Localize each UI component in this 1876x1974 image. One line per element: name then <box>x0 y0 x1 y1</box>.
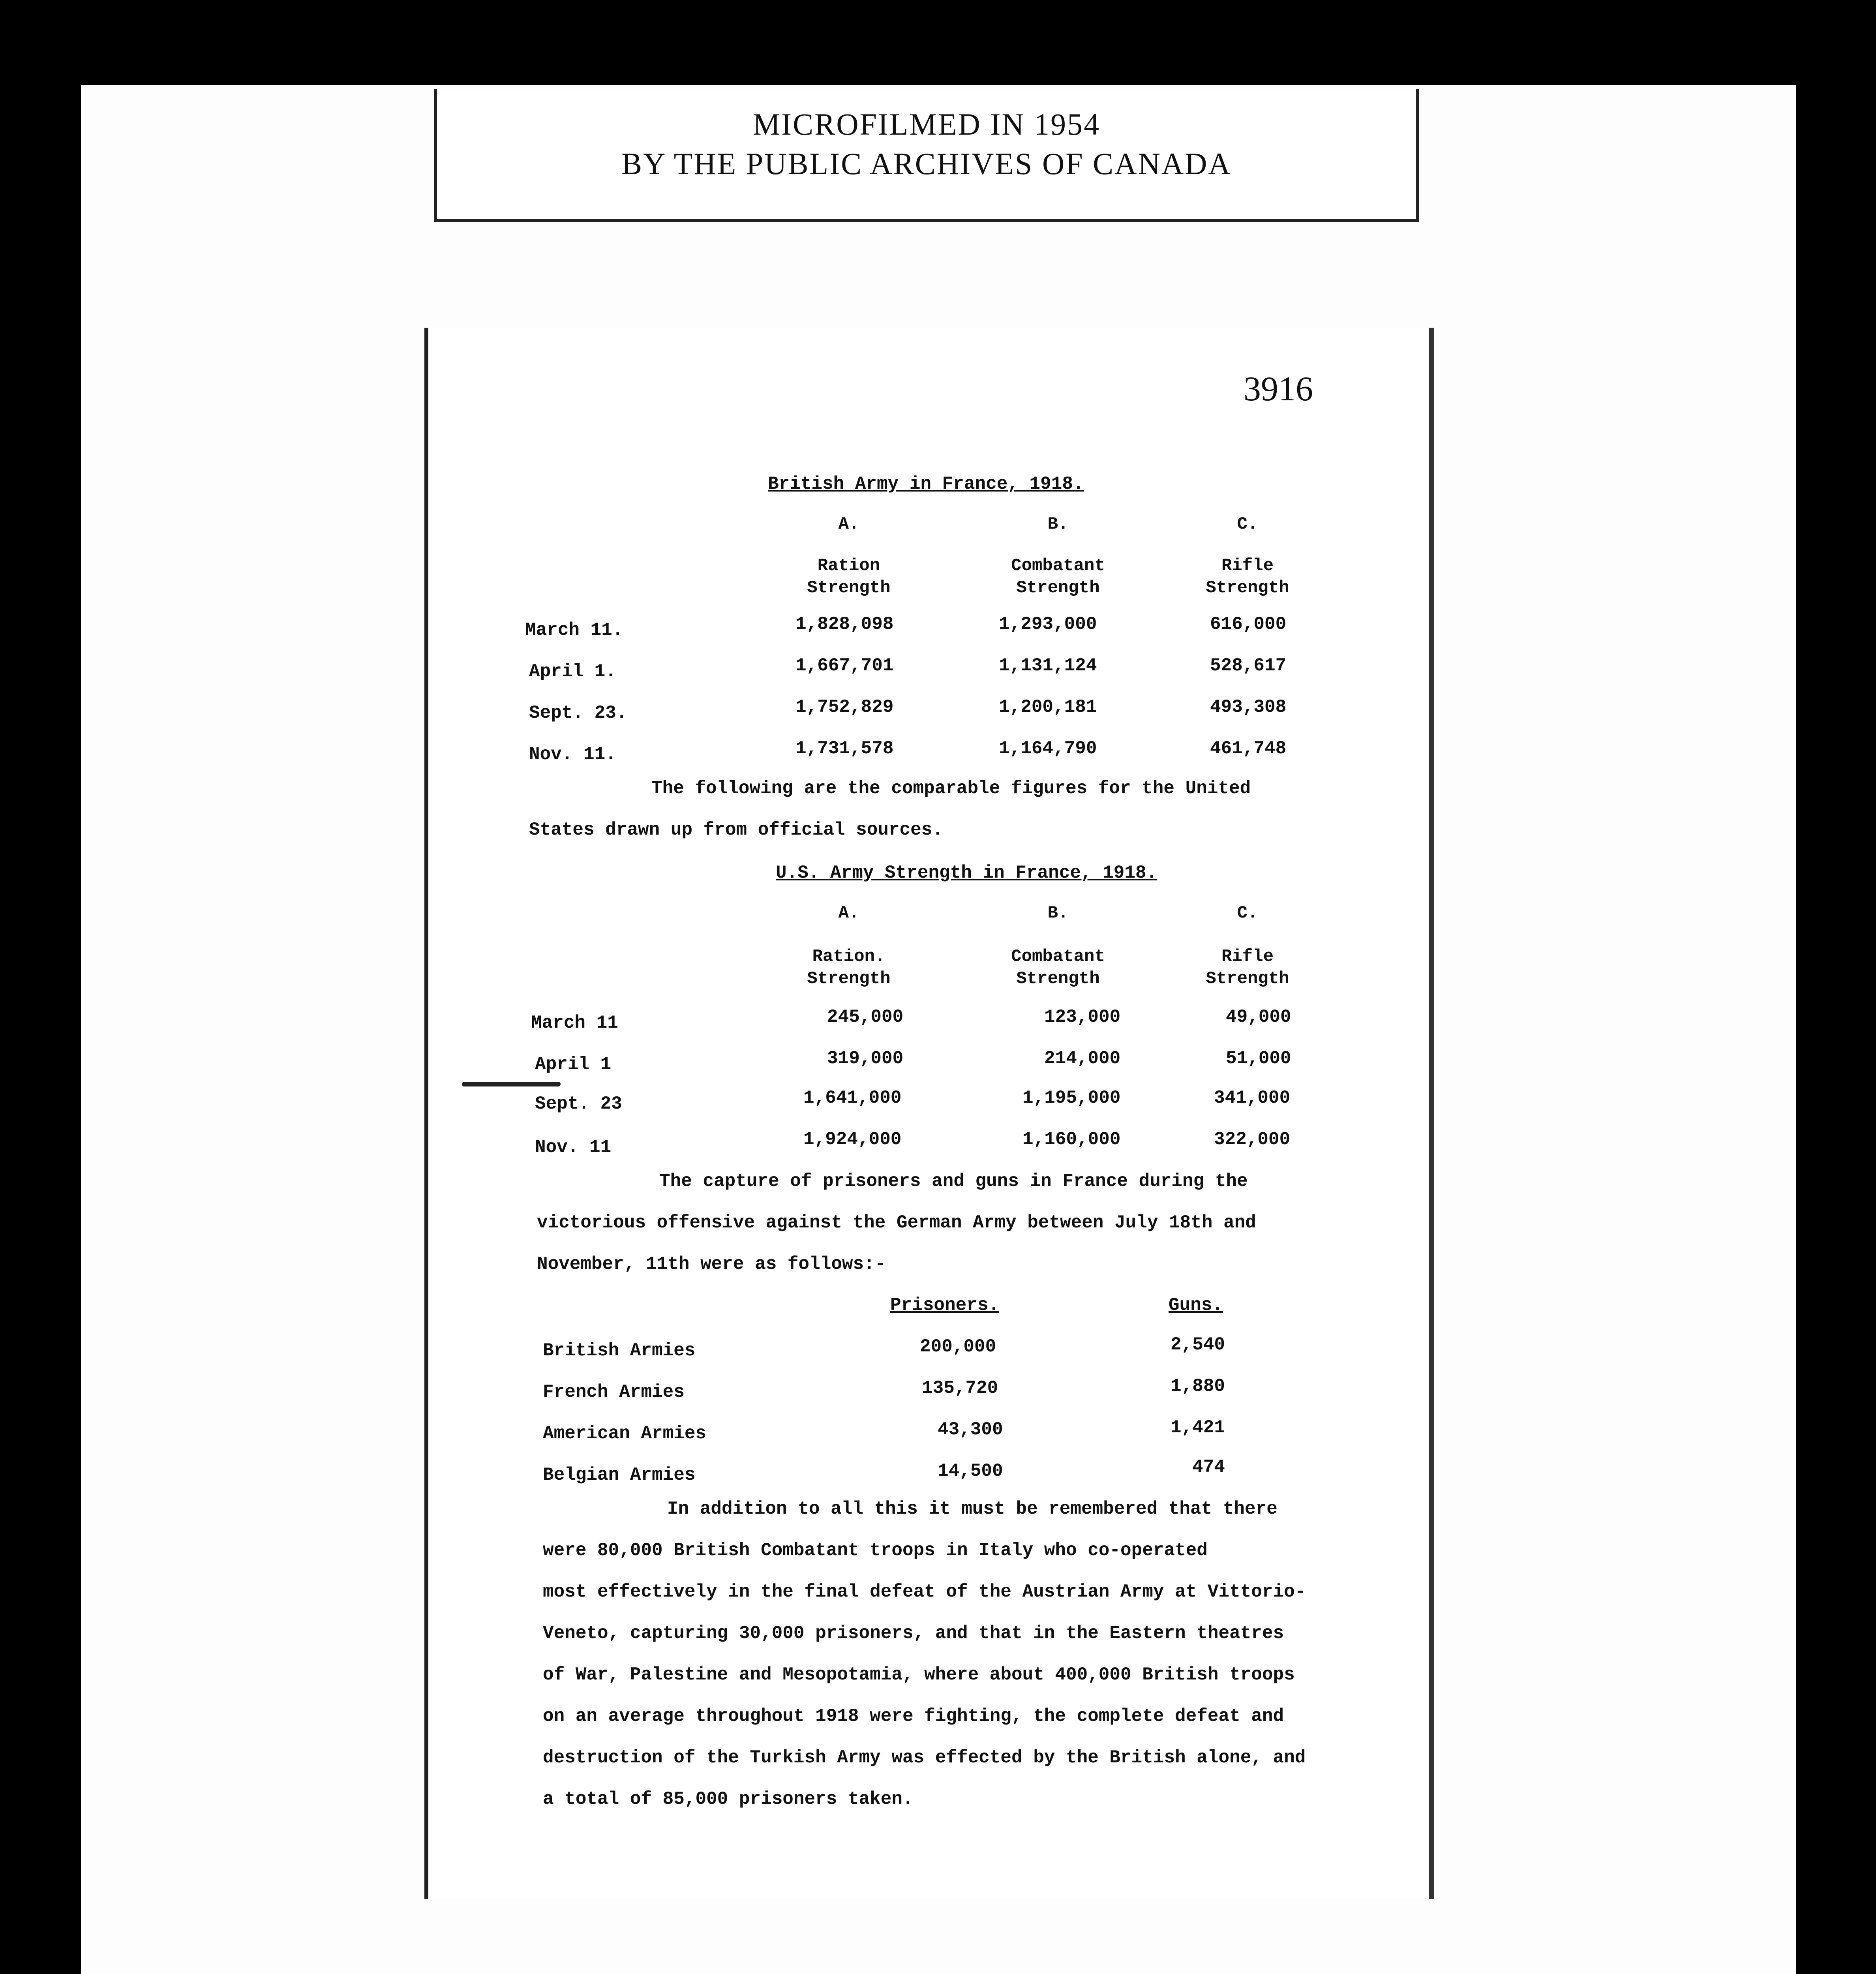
stamp-line-1: MICROFILMED IN 1954 <box>752 107 1101 141</box>
table-cell: 1,131,124 <box>999 655 1097 676</box>
table-row-army: Belgian Armies <box>543 1465 696 1485</box>
table-cell: 1,731,578 <box>795 738 894 759</box>
paragraph-line: victorious offensive against the German Army between July 18th and <box>537 1212 1256 1233</box>
us-col-a-letter: A. <box>838 903 859 923</box>
table-row-date: Nov. 11 <box>535 1137 612 1158</box>
paragraph-line: The capture of prisoners and guns in France during the <box>659 1171 1248 1192</box>
british-col-b-header: Combatant Strength <box>1011 556 1105 598</box>
microfilm-stamp <box>434 89 1419 222</box>
us-col-c-header: Rifle Strength <box>1206 947 1289 989</box>
table-cell: 43,300 <box>938 1419 1003 1440</box>
table-row-date: March 11 <box>531 1013 618 1033</box>
paragraph-line: The following are the comparable figures for the United <box>651 778 1251 799</box>
table-cell: 341,000 <box>1214 1088 1291 1108</box>
table-cell: 245,000 <box>827 1007 904 1027</box>
table-row-army: American Armies <box>543 1423 707 1444</box>
paragraph-line: Veneto, capturing 30,000 prisoners, and that in the Eastern theatres <box>543 1623 1284 1644</box>
table-row-date: Sept. 23. <box>529 703 627 723</box>
table-cell: 1,200,181 <box>999 697 1097 717</box>
british-col-b-letter: B. <box>1047 514 1069 534</box>
table-cell: 135,720 <box>922 1378 998 1398</box>
table-cell: 1,421 <box>1171 1417 1225 1438</box>
paragraph-line: destruction of the Turkish Army was effected by the British alone, and <box>543 1747 1306 1768</box>
table-row-date: Nov. 11. <box>529 744 616 765</box>
table-cell: 1,667,701 <box>795 655 894 676</box>
table-cell: 461,748 <box>1210 738 1287 759</box>
table-cell: 2,540 <box>1171 1334 1225 1355</box>
pen-stroke <box>462 1082 561 1086</box>
table-cell: 14,500 <box>938 1461 1003 1481</box>
paragraph-line: a total of 85,000 prisoners taken. <box>543 1789 914 1809</box>
paragraph-line: were 80,000 British Combatant troops in Italy who co-operated <box>543 1540 1208 1561</box>
prisoners-header: Prisoners. <box>890 1295 1000 1315</box>
table-cell: 51,000 <box>1226 1048 1291 1069</box>
us-col-b-header: Combatant Strength <box>1011 947 1105 989</box>
us-col-b-letter: B. <box>1047 903 1069 923</box>
british-table-title: British Army in France, 1918. <box>768 474 1084 494</box>
guns-header: Guns. <box>1169 1295 1223 1315</box>
stamp-line-2: BY THE PUBLIC ARCHIVES OF CANADA <box>621 146 1232 181</box>
table-cell: 528,617 <box>1210 655 1287 676</box>
british-col-c-header: Rifle Strength <box>1206 556 1289 598</box>
table-cell: 200,000 <box>920 1336 996 1357</box>
table-row-date: April 1. <box>529 661 616 682</box>
table-row-army: British Armies <box>543 1340 696 1361</box>
table-cell: 49,000 <box>1226 1007 1291 1027</box>
table-cell: 1,195,000 <box>1022 1088 1121 1108</box>
paragraph-line: of War, Palestine and Mesopotamia, where about 400,000 British troops <box>543 1664 1295 1685</box>
table-row-date: March 11. <box>525 620 623 640</box>
table-cell: 1,160,000 <box>1022 1129 1121 1150</box>
us-table-title: U.S. Army Strength in France, 1918. <box>776 863 1157 883</box>
us-col-a-header: Ration. Strength <box>807 947 891 989</box>
table-cell: 1,880 <box>1171 1376 1225 1396</box>
paragraph-line: States drawn up from official sources. <box>529 820 943 840</box>
table-cell: 214,000 <box>1044 1048 1121 1069</box>
table-row-date: Sept. 23 <box>535 1094 622 1114</box>
table-cell: 1,828,098 <box>795 614 894 634</box>
british-col-a-header: Ration Strength <box>807 556 891 598</box>
paragraph-line: In addition to all this it must be remembered that there <box>667 1499 1278 1519</box>
paragraph-line: November, 11th were as follows:- <box>537 1254 886 1274</box>
table-cell: 493,308 <box>1210 697 1287 717</box>
table-cell: 1,924,000 <box>803 1129 902 1150</box>
table-cell: 474 <box>1192 1457 1225 1477</box>
table-row-army: French Armies <box>543 1382 685 1402</box>
table-row-date: April 1 <box>535 1054 612 1075</box>
paragraph-line: on an average throughout 1918 were fighting, the complete defeat and <box>543 1706 1284 1726</box>
table-cell: 319,000 <box>827 1048 904 1069</box>
us-col-c-letter: C. <box>1237 903 1258 923</box>
table-cell: 1,164,790 <box>999 738 1097 759</box>
table-cell: 616,000 <box>1210 614 1287 634</box>
table-cell: 123,000 <box>1044 1007 1121 1027</box>
page-number: 3916 <box>1244 370 1313 408</box>
british-col-c-letter: C. <box>1237 514 1258 534</box>
british-col-a-letter: A. <box>838 514 859 534</box>
paragraph-line: most effectively in the final defeat of the Austrian Army at Vittorio- <box>543 1582 1306 1602</box>
table-cell: 322,000 <box>1214 1129 1291 1150</box>
table-cell: 1,641,000 <box>803 1088 902 1108</box>
table-cell: 1,752,829 <box>795 697 894 717</box>
table-cell: 1,293,000 <box>999 614 1097 634</box>
